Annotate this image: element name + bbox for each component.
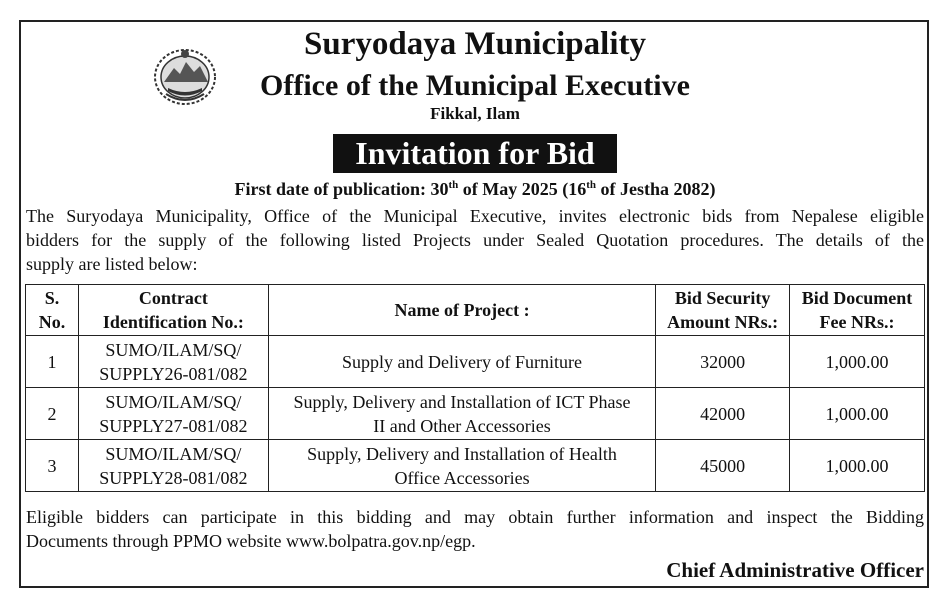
cell-document-fee: 1,000.00 (790, 388, 925, 440)
cell-document-fee: 1,000.00 (790, 440, 925, 492)
header-project: Name of Project : (268, 285, 655, 336)
cell-project: Supply, Delivery and Installation of Health Office Accessories (268, 440, 655, 492)
office-name: Office of the Municipal Executive (260, 69, 690, 102)
cell-bid-security: 32000 (656, 336, 790, 388)
header-contract-id: Contract Identification No.: (78, 285, 268, 336)
cell-contract-id: SUMO/ILAM/SQ/ SUPPLY27-081/082 (78, 388, 268, 440)
bid-table (25, 284, 925, 492)
notice-title: Invitation for Bid (333, 134, 616, 173)
table-row (26, 336, 925, 388)
cell-contract-id: SUMO/ILAM/SQ/ SUPPLY28-081/082 (78, 440, 268, 492)
table-header-row (26, 285, 925, 336)
location: Fikkal, Ilam (430, 104, 520, 123)
publication-date: First date of publication: 30th of May 2025 (16th of Jestha 2082) (234, 179, 716, 199)
cell-project: Supply and Delivery of Furniture (268, 336, 655, 388)
cell-sno: 3 (26, 440, 79, 492)
intro-paragraph: The Suryodaya Municipality, Office of the Municipal Executive, invites electronic bids from Nepalese eligible bidders for the supply of the following listed Projects under Sealed Quotation procedures. The details of the supply are listed below: (26, 206, 924, 274)
cell-project: Supply, Delivery and Installation of ICT Phase II and Other Accessories (268, 388, 655, 440)
municipality-name: Suryodaya Municipality (304, 26, 646, 62)
footer-paragraph: Eligible bidders can participate in this bidding and may obtain further information and inspect the Bidding Documents through PPMO website www.bolpatra.gov.np/egp. (26, 507, 924, 551)
cell-contract-id: SUMO/ILAM/SQ/ SUPPLY26-081/082 (78, 336, 268, 388)
table-row (26, 388, 925, 440)
cell-sno: 1 (26, 336, 79, 388)
header-sno: S. No. (26, 285, 79, 336)
cell-bid-security: 42000 (656, 388, 790, 440)
signature-title: Chief Administrative Officer (666, 558, 924, 582)
header-bid-security: Bid Security Amount NRs.: (656, 285, 790, 336)
cell-document-fee: 1,000.00 (790, 336, 925, 388)
cell-sno: 2 (26, 388, 79, 440)
table-row (26, 440, 925, 492)
header-document-fee: Bid Document Fee NRs.: (790, 285, 925, 336)
cell-bid-security: 45000 (656, 440, 790, 492)
